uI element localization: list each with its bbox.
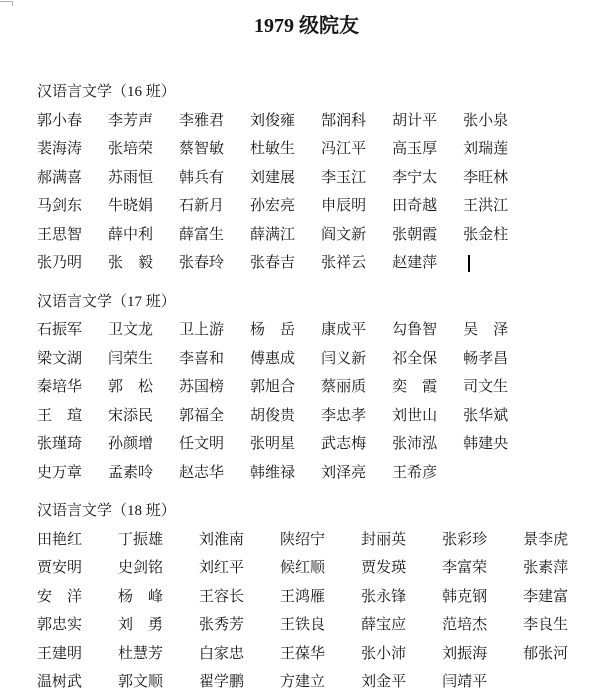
alumni-name: 薛中利 (108, 226, 154, 243)
alumni-name: 任文明 (179, 436, 225, 452)
section-rows (37, 107, 576, 278)
alumni-name: 薛满江 (250, 226, 296, 243)
name-row (37, 373, 576, 402)
alumni-name: 李富荣 (442, 560, 488, 576)
alumni-name: 张彩珍 (442, 531, 488, 548)
alumni-name: 郁张河 (523, 645, 569, 662)
alumni-name: 翟学鹏 (199, 674, 245, 690)
alumni-name: 韩维禄 (250, 464, 296, 481)
alumni-name: 田艳红 (37, 531, 83, 548)
alumni-name: 张小沛 (361, 645, 407, 662)
alumni-name: 张华斌 (463, 407, 509, 424)
alumni-name: 郭 松 (108, 379, 154, 395)
alumni-name: 李雅君 (179, 112, 225, 129)
alumni-name: 封丽英 (361, 531, 407, 548)
alumni-name: 杨 岳 (250, 322, 296, 338)
alumni-name: 史万章 (37, 464, 83, 481)
name-row (37, 583, 576, 612)
alumni-name: 王葆华 (280, 645, 326, 662)
alumni-name: 闫靖平 (442, 674, 488, 690)
alumni-name: 张素萍 (523, 560, 569, 576)
alumni-name: 王洪江 (463, 198, 509, 214)
alumni-name: 王容长 (199, 588, 245, 605)
alumni-name: 刘建展 (250, 169, 296, 186)
roster-sections (37, 78, 576, 697)
section-heading: 汉语言文学（16 班） (37, 84, 176, 100)
alumni-name: 张瑾琦 (37, 436, 83, 452)
alumni-name: 奕 霞 (392, 379, 438, 395)
alumni-name: 蔡智敏 (179, 141, 225, 157)
alumni-name: 闫义新 (321, 350, 367, 367)
alumni-name: 赵志华 (179, 464, 225, 481)
alumni-name: 宋添民 (108, 407, 154, 424)
alumni-name: 李玉江 (321, 169, 367, 186)
alumni-name: 张明星 (250, 436, 296, 452)
alumni-name: 白家忠 (199, 645, 245, 662)
name-row (37, 164, 576, 193)
alumni-name: 杨 峰 (118, 588, 164, 605)
alumni-name: 裴海涛 (37, 141, 83, 157)
alumni-name: 胡俊贵 (250, 407, 296, 424)
alumni-name: 畅孝昌 (463, 350, 509, 367)
name-row (37, 554, 576, 583)
alumni-name: 孟素呤 (108, 464, 154, 481)
alumni-name: 张秀芳 (199, 617, 245, 633)
alumni-name: 范培杰 (442, 617, 488, 633)
name-row (37, 192, 576, 221)
alumni-name: 贾发瑛 (361, 560, 407, 576)
alumni-name: 张乃明 (37, 255, 83, 271)
alumni-name: 武志梅 (321, 436, 367, 452)
alumni-name: 闫荣生 (108, 350, 154, 367)
alumni-name: 秦培华 (37, 379, 83, 395)
alumni-name: 候红顺 (280, 560, 326, 576)
alumni-name: 张朝霞 (392, 226, 438, 243)
alumni-name: 薛宝应 (361, 617, 407, 633)
alumni-name: 史剑铭 (118, 560, 164, 576)
alumni-name: 李喜和 (179, 350, 225, 367)
alumni-name: 张小泉 (463, 112, 509, 129)
alumni-name: 张 毅 (108, 255, 154, 271)
alumni-name: 刘俊雍 (250, 112, 296, 129)
alumni-name: 李宁太 (392, 169, 438, 186)
alumni-name: 韩兵有 (179, 169, 225, 186)
alumni-name: 王建明 (37, 645, 83, 662)
alumni-name: 赵建萍 (392, 255, 438, 271)
alumni-name: 吴 泽 (463, 322, 509, 338)
name-row (37, 526, 576, 555)
alumni-name: 刘红平 (199, 560, 245, 576)
alumni-name: 马剑东 (37, 198, 83, 214)
alumni-name: 陕绍宁 (280, 531, 326, 548)
section-rows (37, 526, 576, 697)
alumni-name: 安 洋 (37, 588, 83, 605)
alumni-name: 方建立 (280, 674, 326, 690)
alumni-name: 高玉厚 (392, 141, 438, 157)
name-row (37, 459, 576, 488)
name-row (37, 221, 576, 250)
alumni-name: 石新月 (179, 198, 225, 214)
name-row (37, 402, 576, 431)
alumni-name: 祁全保 (392, 350, 438, 367)
alumni-name: 丁振雄 (118, 531, 164, 548)
margin-crop-mark (0, 1, 13, 6)
alumni-name: 郜润科 (321, 112, 367, 129)
alumni-name: 景李虎 (523, 531, 569, 548)
alumni-name: 王思智 (37, 226, 83, 243)
name-row (37, 640, 576, 669)
alumni-name: 刘世山 (392, 407, 438, 424)
alumni-name: 苏国榜 (179, 379, 225, 395)
alumni-name: 张金柱 (463, 226, 509, 243)
name-row (37, 107, 576, 136)
alumni-name: 李旺林 (463, 169, 509, 186)
alumni-name: 郝满喜 (37, 169, 83, 186)
alumni-name: 孙颜增 (108, 436, 154, 452)
alumni-name: 张春玲 (179, 255, 225, 271)
alumni-name: 刘淮南 (199, 531, 245, 548)
name-row (37, 249, 576, 278)
alumni-name: 郭旭合 (250, 379, 296, 395)
name-row (37, 668, 576, 697)
alumni-name: 梁文湖 (37, 350, 83, 367)
alumni-name: 温树武 (37, 674, 83, 690)
alumni-name: 田奇越 (392, 198, 438, 214)
alumni-name: 李芳声 (108, 112, 154, 129)
alumni-name: 张祥云 (321, 255, 367, 271)
name-row (37, 345, 576, 374)
section-heading: 汉语言文学（17 班） (37, 293, 176, 310)
alumni-name: 张永锋 (361, 588, 407, 605)
class-section (37, 288, 576, 488)
alumni-name: 王希彦 (392, 464, 438, 481)
alumni-name: 贾安明 (37, 560, 83, 576)
alumni-name: 王铁良 (280, 617, 326, 633)
class-section (37, 78, 576, 278)
name-row (37, 135, 576, 164)
page-title: 1979 级院友 (254, 15, 359, 37)
alumni-name: 张沛泓 (392, 436, 438, 452)
alumni-name: 刘瑞莲 (463, 141, 509, 157)
section-rows (37, 316, 576, 487)
alumni-name: 王鸿雁 (280, 588, 326, 605)
alumni-name: 李良生 (523, 617, 569, 633)
alumni-name: 胡计平 (392, 112, 438, 129)
alumni-name: 司文生 (463, 379, 509, 395)
alumni-name: 郭福全 (179, 407, 225, 424)
class-section (37, 497, 576, 697)
alumni-name: 蔡丽质 (321, 379, 367, 395)
name-row (37, 611, 576, 640)
name-row (37, 430, 576, 459)
alumni-name: 傅惠成 (250, 350, 296, 367)
alumni-name: 韩建央 (463, 436, 509, 452)
alumni-name: 孙宏亮 (250, 198, 296, 214)
alumni-name: 杜慧芳 (118, 645, 164, 662)
alumni-name: 勾鲁智 (392, 322, 438, 338)
alumni-name: 苏雨恒 (108, 169, 154, 186)
alumni-name: 王 瑄 (37, 407, 83, 424)
alumni-name: 牛晓娟 (108, 198, 154, 214)
alumni-name: 郭文顺 (118, 674, 164, 690)
alumni-name: 申辰明 (321, 198, 367, 214)
alumni-name: 阎文新 (321, 226, 367, 243)
name-row (37, 316, 576, 345)
alumni-name: 卫文龙 (108, 322, 154, 338)
alumni-name: 冯江平 (321, 141, 367, 157)
alumni-name: 刘 勇 (118, 617, 164, 633)
alumni-name: 张培荣 (108, 141, 154, 157)
alumni-name: 刘泽亮 (321, 464, 367, 481)
alumni-name: 杜敏生 (250, 141, 296, 157)
alumni-name: 薛富生 (179, 226, 225, 243)
alumni-name: 张春吉 (250, 255, 296, 271)
alumni-name: 刘金平 (361, 674, 407, 690)
alumni-name: 卫上游 (179, 322, 225, 338)
alumni-name: 郭忠实 (37, 617, 83, 633)
alumni-name: 刘振海 (442, 645, 488, 662)
alumni-name: 郭小春 (37, 112, 83, 129)
alumni-name: 石振军 (37, 322, 83, 338)
alumni-name: 康成平 (321, 322, 367, 338)
section-heading: 汉语言文学（18 班） (37, 503, 176, 519)
alumni-name: 李建富 (523, 588, 569, 605)
alumni-name: 韩克钢 (442, 588, 488, 605)
alumni-name: 李忠孝 (321, 407, 367, 424)
text-cursor (468, 255, 470, 272)
